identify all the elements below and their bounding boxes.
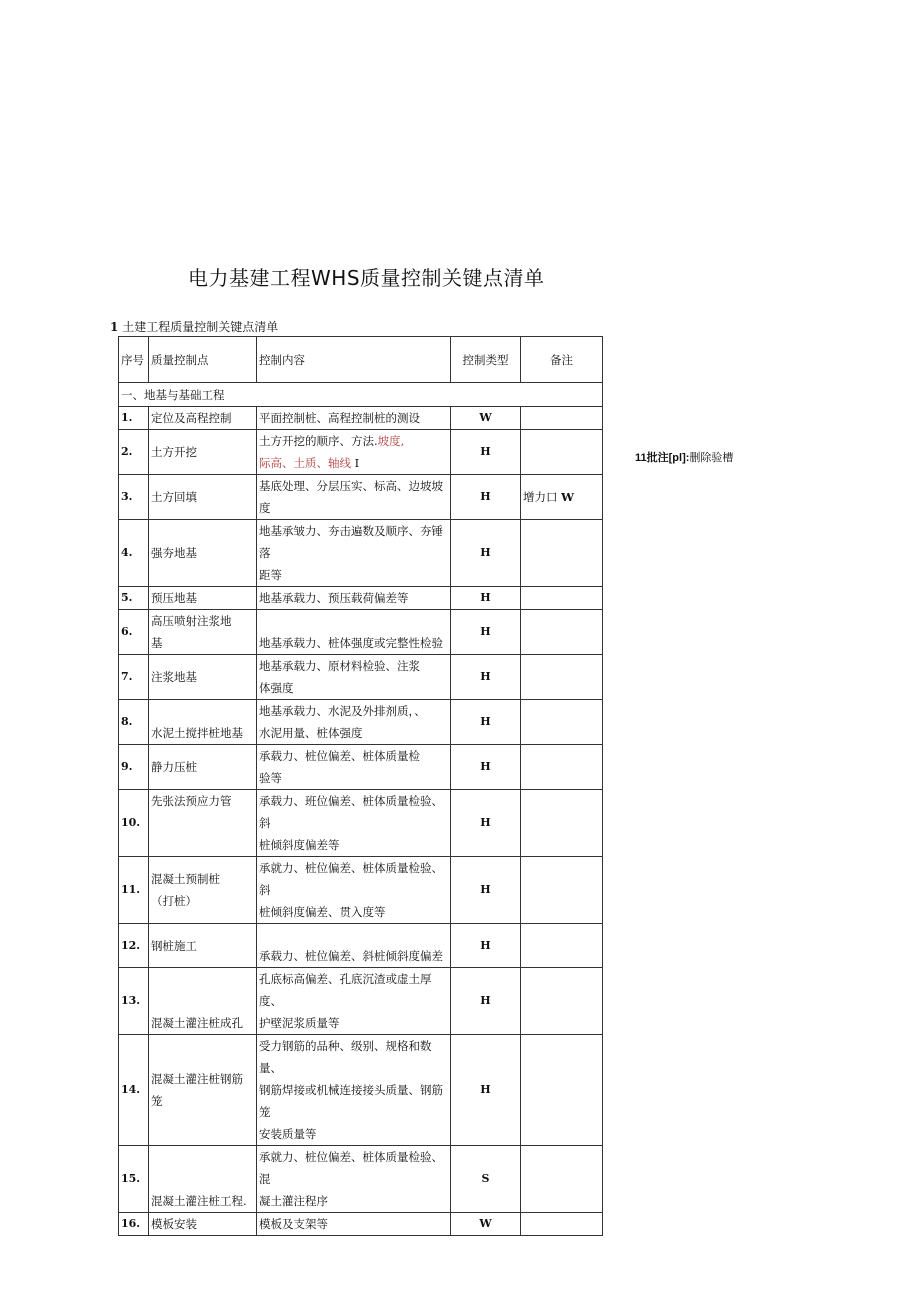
row-point: 混凝土灌注桩工程. bbox=[149, 1146, 257, 1213]
row-type: H bbox=[451, 924, 521, 968]
row-point bbox=[149, 857, 257, 924]
row-no: 13. bbox=[119, 968, 149, 1035]
table-row bbox=[119, 475, 603, 520]
row-point: 水泥土搅拌桩地基 bbox=[149, 700, 257, 745]
subtitle-text: 土建工程质量控制关键点清单 bbox=[122, 320, 279, 334]
row-note bbox=[521, 655, 603, 700]
row-content: 模板及支架等 bbox=[257, 1213, 451, 1236]
row-content-text: 受力钢筋的品种、级别、规格和数量、 钢筋焊接或机械连接接头质量、钢筋笼 安装质量等 bbox=[259, 1039, 443, 1141]
row-content bbox=[257, 857, 451, 924]
table-row bbox=[119, 1035, 603, 1146]
row-no: 11. bbox=[119, 857, 149, 924]
row-content bbox=[257, 968, 451, 1035]
row-content: 承载力、桩位偏差、斜桩倾斜度偏差 bbox=[257, 924, 451, 968]
row-point: 注浆地基 bbox=[149, 655, 257, 700]
row-note bbox=[521, 587, 603, 610]
row-content-red-1: 坡度, bbox=[377, 434, 405, 448]
row-point: 土方开挖 bbox=[149, 430, 257, 475]
row-content: 地基承载力、预压载荷偏差等 bbox=[257, 587, 451, 610]
table-row bbox=[119, 587, 603, 610]
section-label: 一、地基与基础工程 bbox=[119, 383, 603, 407]
row-type: H bbox=[451, 610, 521, 655]
table-row bbox=[119, 1146, 603, 1213]
row-content-text: 承载力、桩位偏差、桩体质量检 验等 bbox=[259, 749, 420, 785]
quality-control-table bbox=[118, 336, 603, 1236]
row-no: 16. bbox=[119, 1213, 149, 1236]
table-row bbox=[119, 790, 603, 857]
row-type: H bbox=[451, 475, 521, 520]
table-row bbox=[119, 655, 603, 700]
header-content: 控制内容 bbox=[257, 337, 451, 383]
row-content bbox=[257, 520, 451, 587]
table-row bbox=[119, 610, 603, 655]
row-point: 预压地基 bbox=[149, 587, 257, 610]
row-content: 平面控制桩、高程控制桩的测设 bbox=[257, 407, 451, 430]
row-no: 7. bbox=[119, 655, 149, 700]
table-row bbox=[119, 968, 603, 1035]
row-point: 混凝土灌注桩钢筋笼 bbox=[149, 1035, 257, 1146]
row-type: S bbox=[451, 1146, 521, 1213]
row-content-text: 孔底标高偏差、孔底沉渣或虚土厚度、 护壁泥浆质量等 bbox=[259, 972, 432, 1030]
row-content bbox=[257, 430, 451, 475]
header-point: 质量控制点 bbox=[149, 337, 257, 383]
row-note bbox=[521, 475, 603, 520]
row-note bbox=[521, 700, 603, 745]
row-no: 15. bbox=[119, 1146, 149, 1213]
row-type: H bbox=[451, 745, 521, 790]
row-point: 先张法预应力管 bbox=[149, 790, 257, 857]
row-point: 模板安装 bbox=[149, 1213, 257, 1236]
row-content-text: 土方开挖的顺序、方法. bbox=[259, 434, 378, 448]
row-content-text: 地基承皱力、夯击遍数及顺序、夯锤落 距等 bbox=[259, 524, 443, 582]
row-note bbox=[521, 610, 603, 655]
row-no: 3. bbox=[119, 475, 149, 520]
row-content-tail: I bbox=[354, 456, 360, 470]
header-type: 控制类型 bbox=[451, 337, 521, 383]
table-row bbox=[119, 857, 603, 924]
row-no: 10. bbox=[119, 790, 149, 857]
row-content-text: 承就力、桩位偏差、桩体质量检验、混 凝土灌注程序 bbox=[259, 1150, 443, 1208]
comment-text: 删除验槽 bbox=[689, 451, 734, 464]
row-type: H bbox=[451, 655, 521, 700]
row-content-red-2: 际高、土质、轴线 bbox=[259, 456, 351, 470]
row-no: 14. bbox=[119, 1035, 149, 1146]
table-row bbox=[119, 924, 603, 968]
row-point: 钢桩施工 bbox=[149, 924, 257, 968]
row-no: 6. bbox=[119, 610, 149, 655]
row-point: 土方回填 bbox=[149, 475, 257, 520]
row-point: 强夯地基 bbox=[149, 520, 257, 587]
row-no: 1. bbox=[119, 407, 149, 430]
row-note bbox=[521, 430, 603, 475]
row-note-text: 增力口 bbox=[523, 490, 558, 504]
row-type: H bbox=[451, 968, 521, 1035]
row-content bbox=[257, 1035, 451, 1146]
header-no: 序号 bbox=[119, 337, 149, 383]
table-row bbox=[119, 407, 603, 430]
row-content bbox=[257, 1146, 451, 1213]
row-type: W bbox=[451, 407, 521, 430]
row-type: H bbox=[451, 857, 521, 924]
row-content-text: 承载力、班位偏差、桩体质量检验、斜 桩倾斜度偏差等 bbox=[259, 794, 443, 852]
row-content: 地基承载力、桩体强度或完整性检验 bbox=[257, 610, 451, 655]
row-no: 2. bbox=[119, 430, 149, 475]
table-row bbox=[119, 745, 603, 790]
row-note bbox=[521, 520, 603, 587]
table-header-row bbox=[119, 337, 603, 383]
row-point-text: 混凝土预制桩 （打桩） bbox=[151, 872, 220, 908]
row-content-text: 地基承载力、水泥及外排剂质，、 水泥用量、桩体强度 bbox=[259, 704, 426, 740]
row-note bbox=[521, 857, 603, 924]
row-content bbox=[257, 700, 451, 745]
row-note bbox=[521, 968, 603, 1035]
row-point: 定位及高程控制 bbox=[149, 407, 257, 430]
row-note bbox=[521, 745, 603, 790]
row-type: H bbox=[451, 790, 521, 857]
row-note bbox=[521, 1213, 603, 1236]
row-type: H bbox=[451, 520, 521, 587]
row-type: H bbox=[451, 430, 521, 475]
row-content bbox=[257, 655, 451, 700]
row-point-text: 高压喷射注浆地 基 bbox=[151, 614, 232, 650]
row-no: 12. bbox=[119, 924, 149, 968]
row-no: 8. bbox=[119, 700, 149, 745]
row-note bbox=[521, 790, 603, 857]
row-no: 4. bbox=[119, 520, 149, 587]
table-row bbox=[119, 1213, 603, 1236]
comment-tag: 11批注[pl]: bbox=[635, 452, 690, 464]
row-no: 9. bbox=[119, 745, 149, 790]
row-type: W bbox=[451, 1213, 521, 1236]
row-note bbox=[521, 924, 603, 968]
table-row bbox=[119, 430, 603, 475]
row-point: 混凝土灌注桩成孔 bbox=[149, 968, 257, 1035]
document-title: 电力基建工程WHS质量控制关键点清单 bbox=[188, 266, 545, 290]
row-content: 基底处理、分层压实、标高、边坡坡度 bbox=[257, 475, 451, 520]
row-note-bold: W bbox=[561, 490, 575, 504]
row-content bbox=[257, 790, 451, 857]
subtitle-number: 1 bbox=[110, 320, 119, 334]
row-type: H bbox=[451, 587, 521, 610]
table-row bbox=[119, 700, 603, 745]
row-note bbox=[521, 1035, 603, 1146]
row-content bbox=[257, 745, 451, 790]
row-content-text: 地基承载力、原材料检验、注浆 体强度 bbox=[259, 659, 420, 695]
row-point: 静力压桩 bbox=[149, 745, 257, 790]
row-type: H bbox=[451, 1035, 521, 1146]
section-row bbox=[119, 383, 603, 407]
header-note: 备注 bbox=[521, 337, 603, 383]
section-subtitle bbox=[110, 318, 278, 335]
row-type: H bbox=[451, 700, 521, 745]
row-note bbox=[521, 1146, 603, 1213]
review-comment[interactable] bbox=[635, 449, 733, 465]
row-no: 5. bbox=[119, 587, 149, 610]
row-note bbox=[521, 407, 603, 430]
row-point bbox=[149, 610, 257, 655]
row-content-text: 承就力、桩位偏差、桩体质量检验、斜 桩倾斜度偏差、贯入度等 bbox=[259, 861, 443, 919]
table-row bbox=[119, 520, 603, 587]
